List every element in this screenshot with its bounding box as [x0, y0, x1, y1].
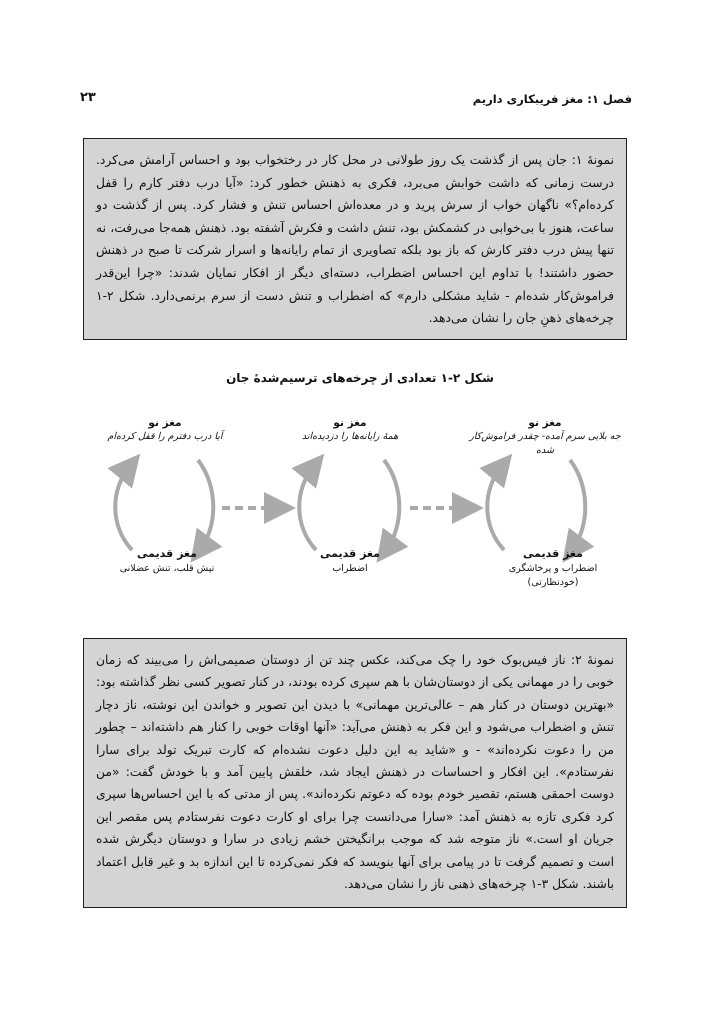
cycle-right-bottom-title: مغز قدیمی [523, 547, 583, 560]
example-2-text: نمونهٔ ۲: ناز فیس‌بوک خود را چک می‌کند، عکس چند تن از دوستان صمیمی‌اش را می‌بیند که زمان خوبی را در مهمانی یکی از دوستان‌شان با هم سپری کرده بودند، در کنار تصویر کسی نظر گذاشته بود: «بهترین دوستان در کنار هم – عالی‌ترین مهمانی» با دیدن این تصویر و خواندن این نوشته، ناز دچار تنش و اضطراب می‌شود و این فکر به ذهنش می‌آید: «آنها اوقات خوبی را کنار هم داشته‌اند – چطور من را دعوت نکرده‌اند» - و «شاید به این دلیل دعوت نشده‌ام که کارت تبریک تولد برای سارا نفرستادم». این افکار و احساسات در ذهنش ایجاد شد، خلقش پایین آمد و با خودش گفت: «من دوست احمقی هستم، تقصیر خودم بوده که دعوتم نکرده‌اند». پس از مدتی که با این احساس‌ها سپری کرد فکری تازه به ذهنش آمد: «سارا می‌دانست چرا برای او کارت دعوت نفرستادم پس مقصر این جریان او است.» ناز متوجه شد که موجب برانگیختن خشم زیادی در سارا و دوستان دیگرش شده است و تصمیم گرفت تا در پیامی برای آنها بنویسد که فکر نمی‌کرده تا این اندازه بد و غیر قابل اعتماد باشند. شکل ۳-۱ چرخه‌های ذهنی ناز را نشان می‌دهد. [96, 653, 614, 892]
cycle-right-bottom-label [468, 546, 638, 590]
cycle-middle-bottom-label [265, 546, 435, 576]
figure-caption: شکل ۲-۱ تعدادی از چرخه‌های ترسیم‌شدهٔ جان [226, 371, 494, 385]
example-box-1 [83, 138, 627, 340]
cycle-arrows-right [487, 460, 585, 550]
example-1-text: نمونهٔ ۱: جان پس از گذشت یک روز طولانی در محل کار در رختخواب بود و احساس آرامش می‌کرد. درست زمانی که داشت خوابش می‌برد، فکری به ذهنش خطور کرد: «آیا درب دفتر کارم را قفل کرده‌ام؟» ناگهان خواب از سرش پرید و در معده‌اش احساس تنش و فشار کرد. پس از گذشت دو ساعت، هنوز با بی‌خوابی در کشمکش بود، تنش داشت و فکرش آشفته بود. ذهنش همه‌جا می‌رفت، نه تنها پیش درب دفتر کارش که باز بود بلکه تصاویری از تمام رایانه‌ها و اسرار شرکت تا صبح در ذهنش حضور داشتند! با تداوم این احساس اضطراب، دسته‌ای دیگر از افکار نمایان شدند: «چرا این‌قدر فراموش‌کار شده‌ام - شاید مشکلی دارم» که اضطراب و تنش دست از سرم برنمی‌دارد. شکل ۲-۱ چرخه‌های ذهنِ جان را نشان می‌دهد. [96, 153, 615, 326]
cycle-right-top-title: مغز نو [528, 417, 562, 429]
cycle-right-top-label [460, 416, 630, 458]
cycle-arrows-middle [299, 460, 399, 550]
cycle-left-bottom-text: تپش قلب، تنش عضلانی [119, 563, 215, 574]
cycle-right-bottom-text: اضطراب و پرخاشگری [508, 563, 598, 574]
cycle-middle-bottom-title: مغز قدیمی [320, 547, 380, 560]
page-number: ۲۳ [80, 90, 96, 105]
chapter-title: فصل ۱: مغز فریبکاری داریم [472, 92, 632, 106]
cycle-middle-top-label [265, 416, 435, 444]
cycle-figure [80, 408, 640, 608]
cycle-middle-top-text: همهٔ رایانه‌ها را دزدیده‌اند [301, 431, 399, 442]
cycle-left-top-label [80, 416, 250, 444]
cycle-left-top-text: آیا درب دفترم را قفل کرده‌ام [107, 431, 223, 442]
cycle-right-top-text: جه بلایی سرم آمده- چقدر فراموش‌کار شده [469, 431, 621, 456]
cycle-middle-bottom-text: اضطراب [332, 563, 368, 574]
example-box-2 [83, 638, 627, 908]
cycle-left-bottom-label [82, 546, 252, 576]
cycle-left-top-title: مغز نو [148, 417, 182, 429]
cycle-middle-top-title: مغز نو [333, 417, 367, 429]
cycle-left-bottom-title: مغز قدیمی [137, 547, 197, 560]
cycle-right-bottom-text2: (خودنظارتی) [527, 577, 579, 588]
page-header [80, 88, 640, 110]
cycle-arrows-left [115, 460, 213, 550]
